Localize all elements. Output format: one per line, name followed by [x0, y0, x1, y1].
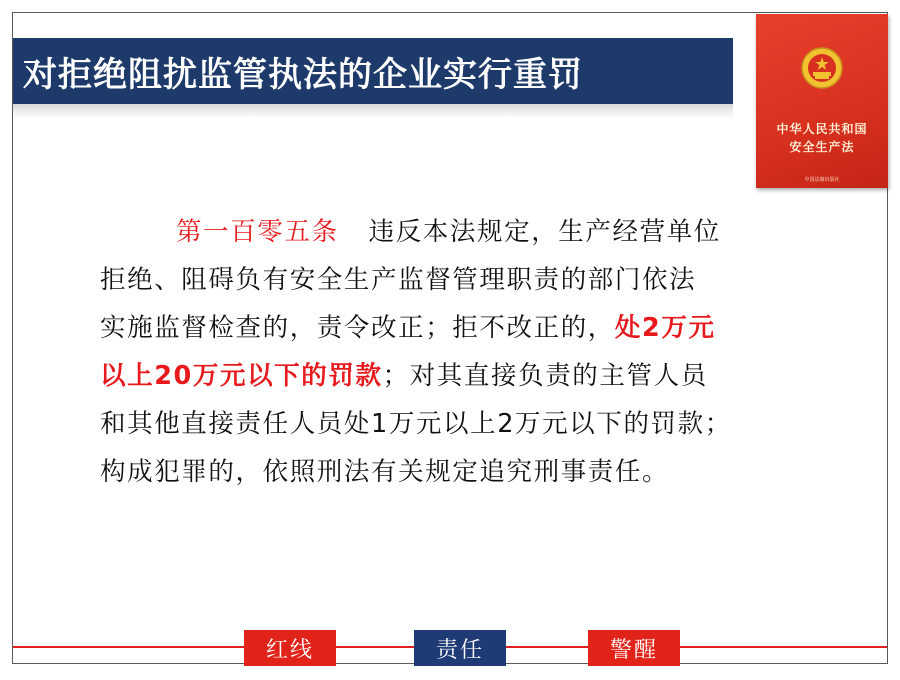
tag-red-line: 红线: [244, 630, 336, 666]
article-line-2: 拒绝、阻碍负有安全生产监督管理职责的部门依法: [100, 265, 697, 295]
title-bar: [13, 38, 733, 104]
article-line-5: 和其他直接责任人员处1万元以上2万元以下的罚款；: [100, 409, 732, 439]
title-shadow: [13, 104, 733, 118]
article-line-6: 构成犯罪的，依照刑法有关规定追究刑事责任。: [100, 457, 670, 487]
article-line-4: [100, 352, 840, 400]
article-line-3: [100, 304, 840, 352]
tag-alert: 警醒: [588, 630, 680, 666]
slide-title: 对拒绝阻扰监管执法的企业实行重罚: [23, 54, 583, 95]
penalty-amount-end: 以上20万元以下的罚款: [100, 361, 383, 391]
book-title-line1: 中华人民共和国: [776, 122, 868, 136]
article-heading: 第一百零五条: [176, 217, 339, 247]
book-publisher: 中国法制出版社: [804, 177, 840, 183]
law-book-cover: [756, 14, 888, 188]
tag-responsibility: 责任: [414, 630, 506, 666]
article-line1-text: 违反本法规定，生产经营单位: [368, 217, 721, 247]
article-text: [100, 208, 840, 496]
article-line4-text: ；对其直接负责的主管人员: [382, 361, 708, 391]
article-line3-text: 实施监督检查的，责令改正；拒不改正的，: [100, 313, 615, 343]
book-title-line2: 安全生产法: [789, 140, 855, 154]
national-emblem-icon: [800, 46, 844, 90]
article-line-1: [100, 208, 840, 256]
penalty-amount-start: 处2万元: [614, 313, 716, 343]
